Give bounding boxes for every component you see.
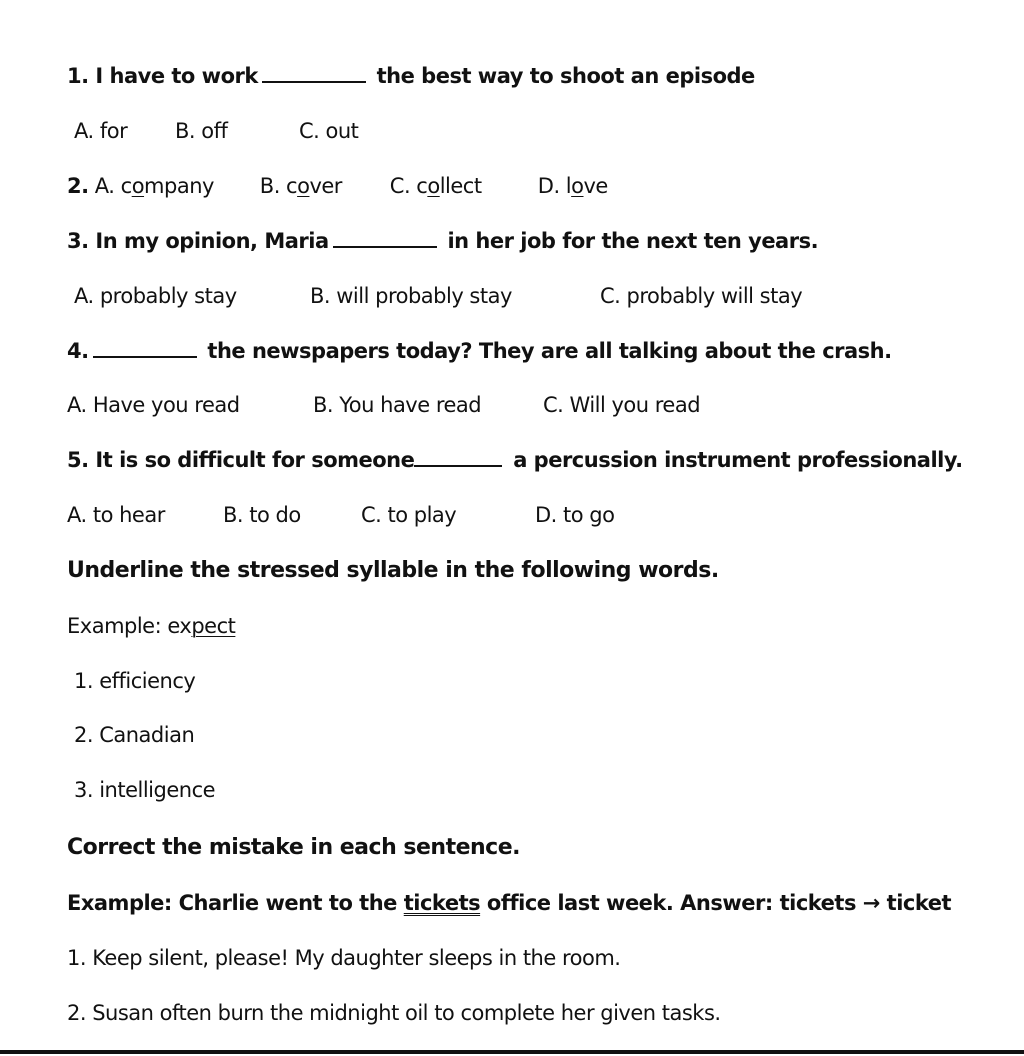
- option-b: B. off: [175, 119, 228, 143]
- option-b: B. You have read: [313, 393, 482, 417]
- bottom-rule: [0, 1050, 1024, 1054]
- answer-blank: [414, 447, 502, 467]
- section-heading-stress: Underline the stressed syllable in the following words.: [67, 558, 719, 583]
- mistake-item-2: 2. Susan often burn the midnight oil to complete her given tasks.: [67, 1001, 721, 1025]
- question-3-before: 3. In my opinion, Maria: [67, 229, 329, 253]
- option-a: A. to hear: [67, 503, 165, 527]
- stress-example: Example: expect: [67, 614, 236, 638]
- question-2: [67, 172, 608, 200]
- option-a: A. company: [94, 174, 214, 198]
- option-a: A. probably stay: [74, 284, 237, 308]
- answer-blank: [333, 228, 437, 248]
- question-3-after: in her job for the next ten years.: [447, 229, 819, 253]
- option-d: D. love: [537, 174, 608, 198]
- answer-blank: [93, 338, 197, 358]
- option-b: B. cover: [259, 174, 342, 198]
- option-c: C. to play: [361, 503, 457, 527]
- mistake-example: Example: Charlie went to the tickets office last week. Answer: tickets → ticket: [67, 891, 952, 915]
- option-c: C. collect: [389, 174, 482, 198]
- question-2-number: 2.: [67, 174, 89, 198]
- mistake-item-1: 1. Keep silent, please! My daughter sleeps in the room.: [67, 946, 621, 970]
- question-1: [67, 62, 755, 90]
- question-1-before: 1. I have to work: [67, 64, 258, 88]
- option-c: C. Will you read: [543, 393, 701, 417]
- option-c: C. out: [299, 119, 359, 143]
- stress-word-2: 2. Canadian: [74, 723, 195, 747]
- option-a: A. Have you read: [67, 393, 240, 417]
- question-5-after: a percussion instrument professionally.: [513, 448, 963, 472]
- question-4-after: the newspapers today? They are all talking about the crash.: [207, 339, 892, 363]
- stress-word-3: 3. intelligence: [74, 778, 216, 802]
- option-b: B. will probably stay: [310, 284, 512, 308]
- answer-blank: [262, 63, 366, 83]
- option-d: D. to go: [535, 503, 615, 527]
- question-1-options: [74, 117, 358, 145]
- question-3-options: [74, 282, 802, 310]
- question-4: [67, 337, 892, 365]
- stress-word-1: 1. efficiency: [74, 669, 196, 693]
- option-a: A. for: [74, 119, 128, 143]
- question-5-before: 5. It is so difficult for someone: [67, 448, 415, 472]
- question-4-before: 4.: [67, 339, 89, 363]
- question-5: [67, 446, 963, 474]
- question-5-options: [67, 501, 614, 529]
- section-heading-mistake: Correct the mistake in each sentence.: [67, 835, 520, 860]
- question-1-after: the best way to shoot an episode: [376, 64, 755, 88]
- option-b: B. to do: [223, 503, 301, 527]
- question-4-options: [67, 391, 700, 419]
- question-3: [67, 227, 818, 255]
- option-c: C. probably will stay: [600, 284, 803, 308]
